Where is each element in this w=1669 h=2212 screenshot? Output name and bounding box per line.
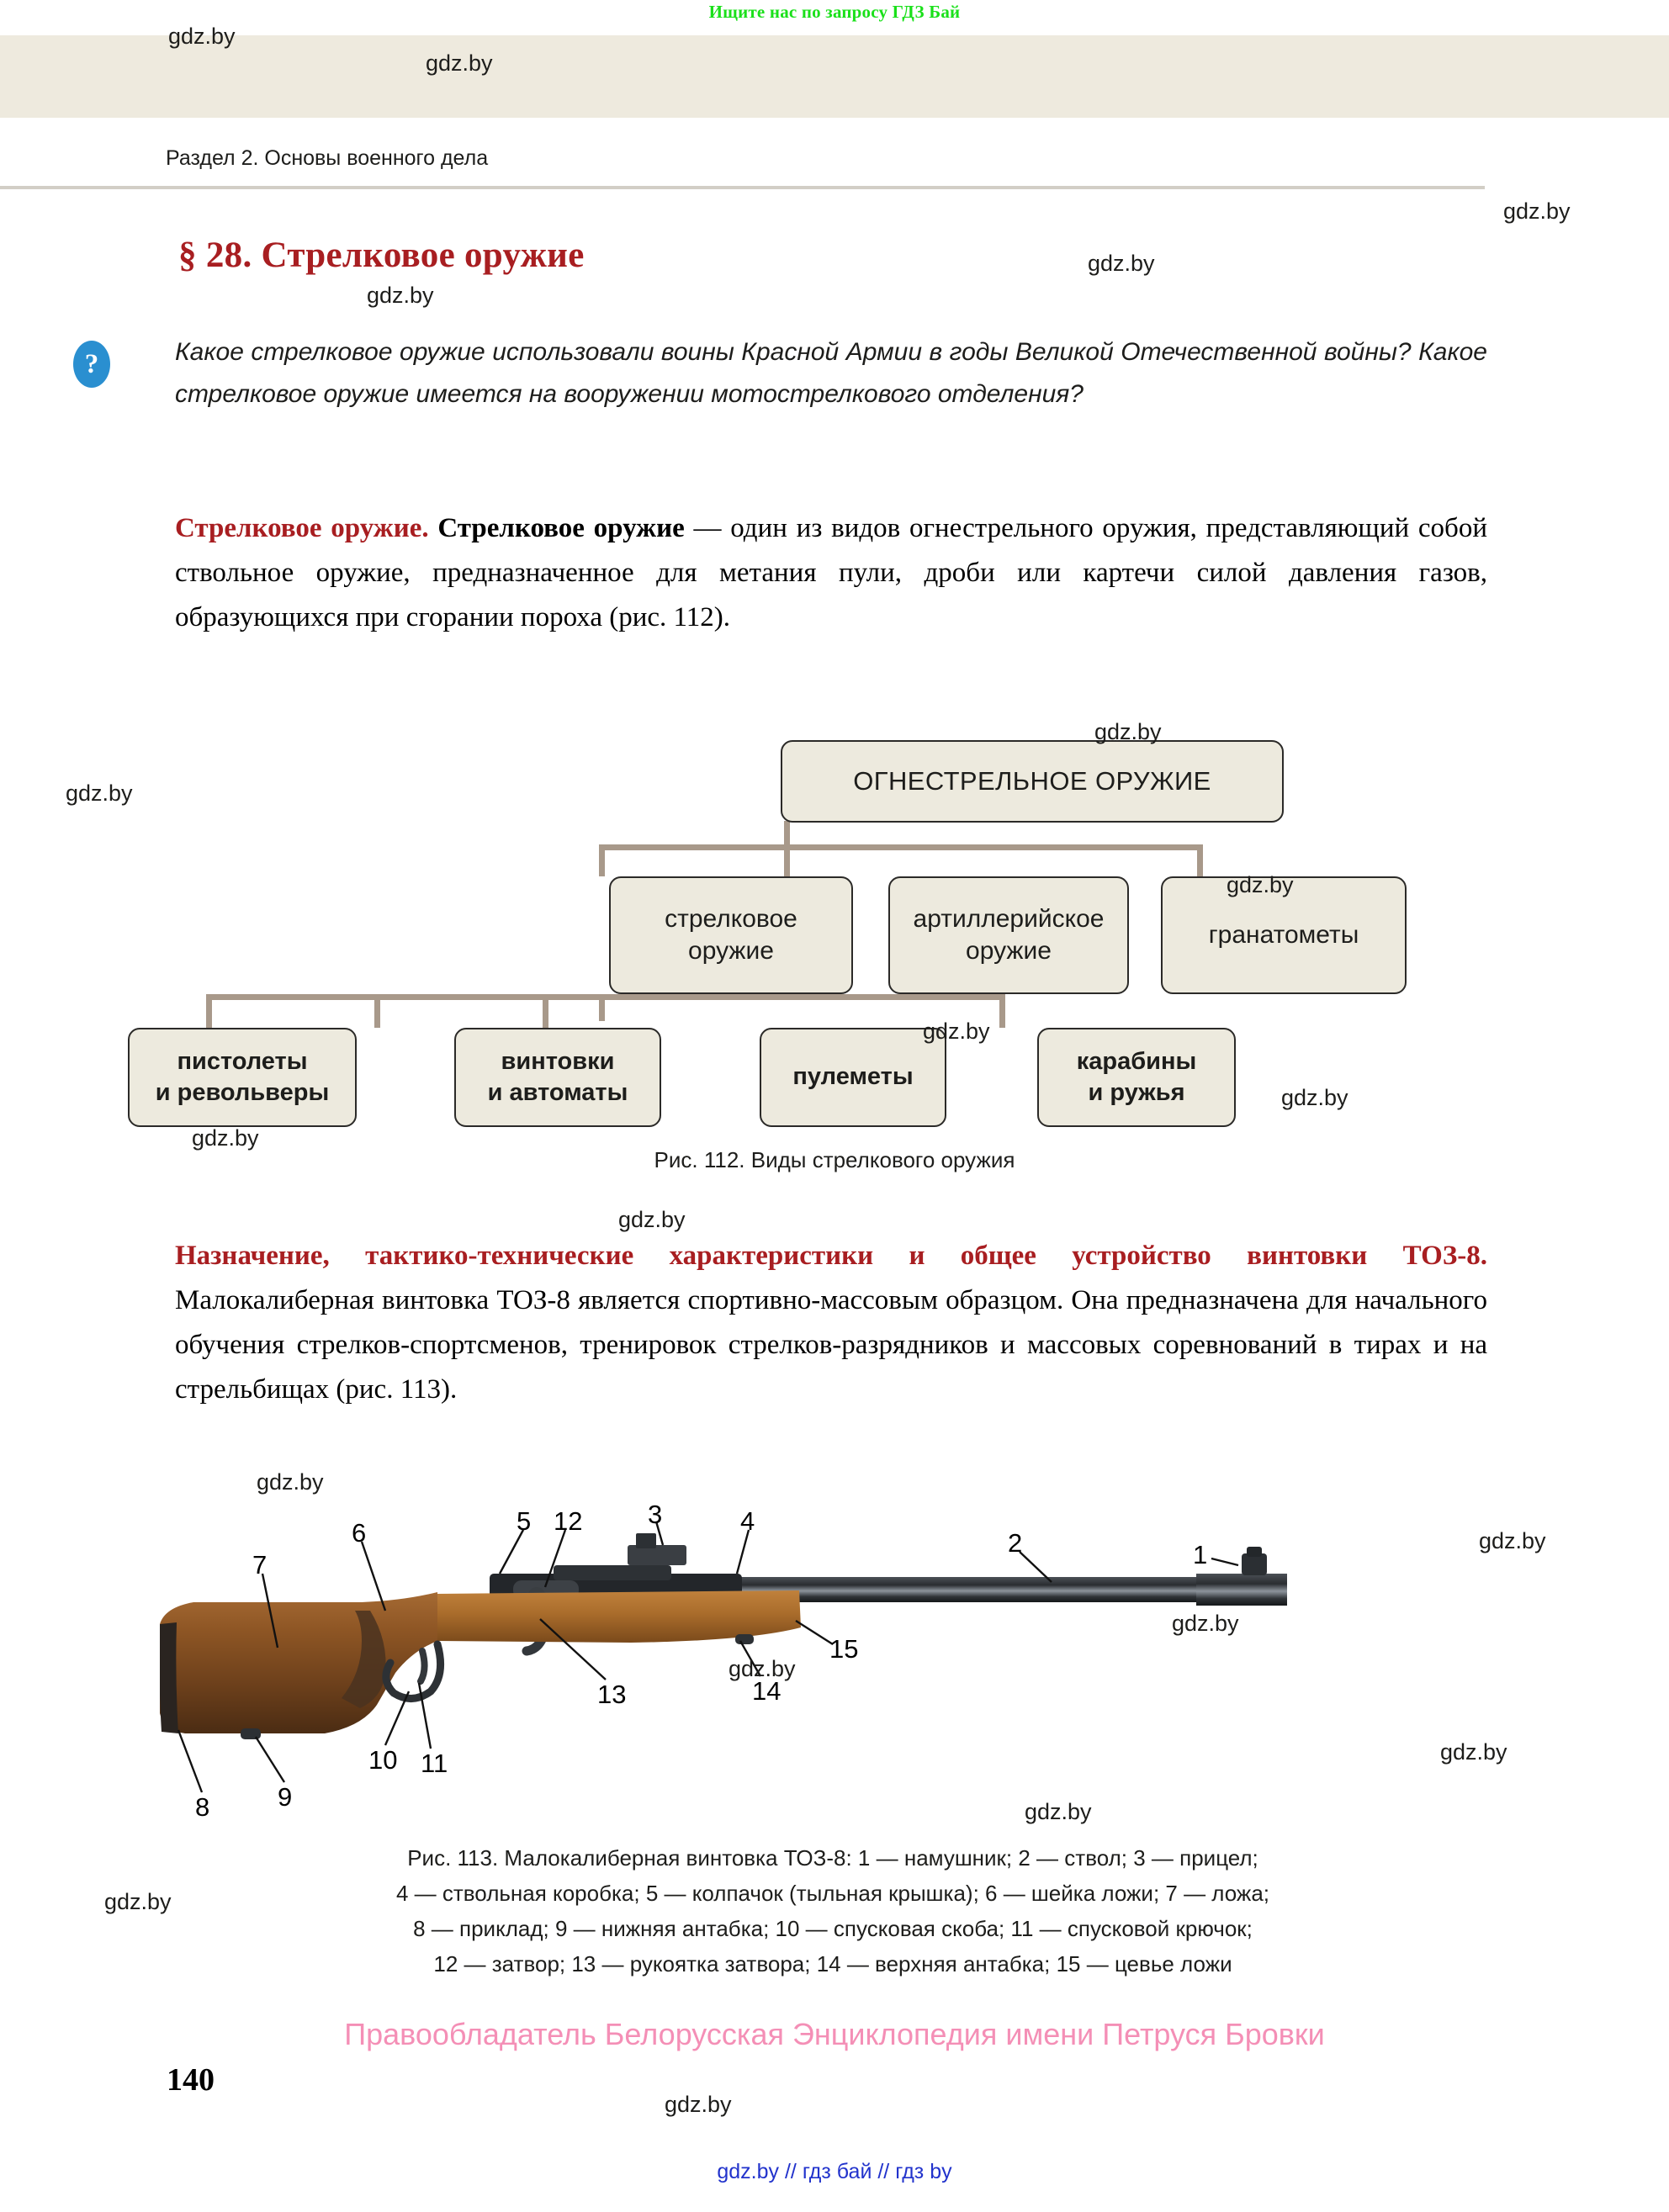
- rifle-label-7: 7: [252, 1550, 268, 1580]
- diagram-box-pulemety: [760, 1028, 946, 1127]
- watermark-13: gdz.by: [257, 1469, 324, 1495]
- watermark-4: gdz.by: [1088, 251, 1155, 276]
- diagram-box-artilleriyskoe: [888, 876, 1129, 994]
- connector-to-karabiny: [999, 994, 1005, 1028]
- paragraph-1-body: — один из видов огнестрельного оружия, представляющий собой ствольное оружие, предназначенное для метания пули, дроби или картечи силой давления газов, образующихся при сгорании пороха (рис. 112).: [175, 513, 1487, 632]
- copyright-notice: Правообладатель Белорусская Энциклопедия имени Петруся Бровки: [344, 2017, 1325, 2051]
- figure-112-caption: Рис. 112. Виды стрелкового оружия: [654, 1147, 1015, 1172]
- watermark-15: gdz.by: [1172, 1611, 1239, 1636]
- diagram-box-pistolety-label: пистолеты и револьверы: [155, 1047, 330, 1106]
- figure-113-caption-line-2: 4 — ствольная коробка; 5 — колпачок (тыльная крышка); 6 — шейка ложи; 7 — ложа;: [395, 1881, 1270, 1906]
- watermark-12: gdz.by: [618, 1207, 686, 1232]
- connector-level2-bus: [599, 844, 1203, 850]
- watermark-2: gdz.by: [426, 50, 493, 76]
- figure-113-caption-line-3: 8 — приклад; 9 — нижняя антабка; 10 — спусковая скоба; 11 — спусковой крючок;: [413, 1916, 1253, 1941]
- rifle-label-15: 15: [829, 1634, 859, 1664]
- diagram-box-karabiny-label: карабины и ружья: [1076, 1047, 1197, 1106]
- connector-to-artilleriyskoe: [784, 844, 790, 876]
- figure-113-caption-line-1: Рис. 113. Малокалиберная винтовка ТОЗ-8: 1 — намушник; 2 — ствол; 3 — прицел;: [407, 1845, 1258, 1871]
- watermark-9: gdz.by: [923, 1019, 990, 1044]
- watermark-19: gdz.by: [104, 1889, 172, 1914]
- figure-113-rifle-photo: [160, 1493, 1472, 1829]
- diagram-box-strelkovoe: [609, 876, 853, 994]
- watermark-20: gdz.by: [665, 2092, 732, 2117]
- rifle-label-5: 5: [517, 1506, 532, 1536]
- watermark-1: gdz.by: [168, 24, 236, 49]
- paragraph-1-lead: Стрелковое оружие.: [175, 513, 429, 543]
- diagram-box-pulemety-label: пулеметы: [792, 1063, 914, 1091]
- figure-113-caption-line-4: 12 — затвор; 13 — рукоятка затвора; 14 — верхняя антабка; 15 — цевье ложи: [433, 1951, 1232, 1977]
- diagram-box-root: [781, 740, 1284, 823]
- watermark-8: gdz.by: [1227, 872, 1294, 897]
- rifle-label-12: 12: [554, 1506, 583, 1536]
- watermark-17: gdz.by: [1440, 1739, 1507, 1765]
- diagram-box-pistolety: [128, 1028, 357, 1127]
- rifle-label-4: 4: [740, 1506, 755, 1536]
- watermark-3: gdz.by: [1503, 198, 1571, 224]
- paragraph-definition: [175, 506, 1487, 640]
- footer-links[interactable]: gdz.by // гдз бай // гдз by: [717, 2160, 952, 2183]
- figure-112-diagram: [0, 723, 1669, 1127]
- diagram-box-vintovki-label: винтовки и автоматы: [487, 1047, 628, 1106]
- connector-to-vintovki: [374, 994, 380, 1028]
- connector-to-strelkovoe: [599, 844, 605, 876]
- figure-113-caption: [202, 1840, 1464, 1982]
- watermark-11: gdz.by: [192, 1125, 259, 1151]
- promo-banner: Ищите нас по запросу ГДЗ Бай: [708, 2, 961, 22]
- question-mark-icon: ?: [73, 341, 110, 388]
- watermark-7: gdz.by: [66, 781, 133, 806]
- watermark-14: gdz.by: [1479, 1528, 1546, 1553]
- diagram-box-karabiny: [1037, 1028, 1236, 1127]
- diagram-box-root-label: ОГНЕСТРЕЛЬНОЕ ОРУЖИЕ: [853, 766, 1211, 796]
- header-band: [0, 35, 1669, 118]
- rifle-label-14: 14: [752, 1676, 782, 1706]
- diagram-box-granatomety-label: гранатометы: [1208, 920, 1359, 949]
- diagram-box-artilleriyskoe-label: артиллерийское оружие: [913, 904, 1105, 965]
- connector-level3-bus: [206, 994, 1005, 1000]
- rifle-label-11: 11: [421, 1749, 448, 1778]
- paragraph-toz8: [175, 1234, 1487, 1412]
- rifle-label-13: 13: [597, 1680, 627, 1709]
- rifle-label-10: 10: [368, 1745, 398, 1775]
- page-number: 140: [167, 2062, 215, 2098]
- paragraph-2-body: Малокалиберная винтовка ТОЗ-8 является спортивно-массовым образцом. Она предназначена для начального обучения стрелков-спортсменов, тренировок стрелков-разрядников и массовых соревнований в тирах и на стрельбищах (рис. 113).: [175, 1285, 1487, 1405]
- connector-to-pistolety: [206, 994, 212, 1028]
- paragraph-1-bold: Стрелковое оружие: [437, 513, 685, 543]
- running-head: Раздел 2. Основы военного дела: [166, 146, 489, 170]
- diagram-box-strelkovoe-label: стрелковое оружие: [665, 904, 797, 965]
- watermark-16: gdz.by: [729, 1656, 796, 1681]
- page-title: § 28. Стрелковое оружие: [178, 235, 585, 275]
- rifle-label-9: 9: [278, 1782, 293, 1812]
- rifle-label-6: 6: [352, 1518, 367, 1548]
- paragraph-2-lead: Назначение, тактико-технические характеристики и общее устройство винтовки ТОЗ-8.: [175, 1241, 1487, 1271]
- watermark-18: gdz.by: [1025, 1799, 1092, 1824]
- header-divider: [0, 186, 1485, 189]
- watermark-6: gdz.by: [1094, 719, 1162, 744]
- diagram-box-vintovki: [454, 1028, 661, 1127]
- rifle-label-2: 2: [1008, 1528, 1023, 1558]
- rifle-label-3: 3: [648, 1500, 663, 1529]
- watermark-10: gdz.by: [1281, 1085, 1348, 1110]
- rifle-label-1: 1: [1193, 1540, 1208, 1569]
- intro-question: Какое стрелковое оружие использовали воины Красной Армии в годы Великой Отечественной войны? Какое стрелковое оружие имеется на вооружении мотострелкового отделения?: [175, 338, 1487, 408]
- watermark-5: gdz.by: [367, 283, 434, 308]
- connector-to-pulemety: [543, 994, 548, 1028]
- rifle-label-8: 8: [195, 1792, 210, 1822]
- connector-to-granatomety: [1197, 844, 1203, 876]
